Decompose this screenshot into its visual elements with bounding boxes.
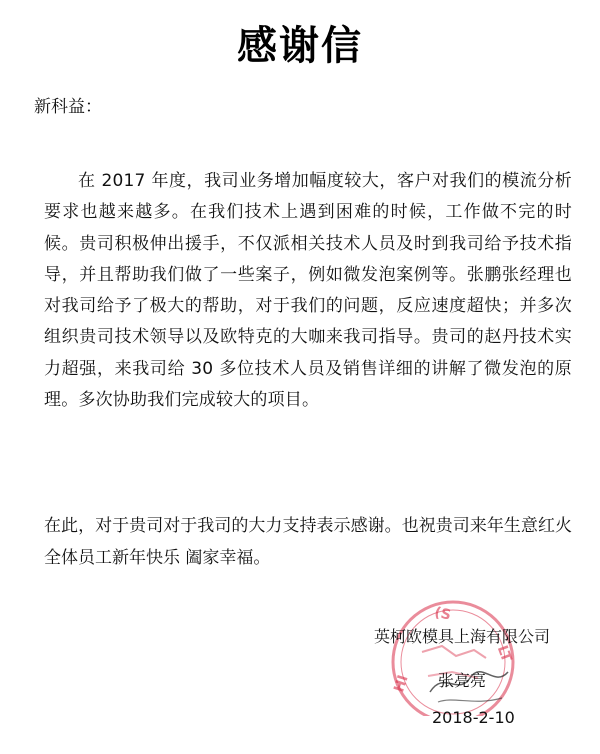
letter-body: 在 2017 年度，我司业务增加幅度较大，客户对我们的模流分析要求也越来越多。在我们技术上遇到困难的时候，工作做不完的时候。贵司积极伸出援手，不仅派相关技术人员及时到我司给予技术指导，并且帮助我们做了一些案子，例如微发泡案例等。张鹏张经理也对我司给予了极大的帮助，对于我们的问题，反应速度超快；并多次组织贵司技术领导以及欧特克的大咖来我司指导。贵司的赵丹技术实力超强，来我司给 30 多位技术人员及销售详细的讲解了微发泡的原理。多次协助我们完成较大的项目。 <box>44 171 572 411</box>
letter-closing: 在此，对于贵司对于我司的大力支持表示感谢。也祝贵司来年生意红火 全体员工新年快乐 阖家幸福。 <box>44 516 572 568</box>
signer-name: 张亮亮 <box>438 671 487 690</box>
letter-date: 2018-2-10 <box>432 708 515 727</box>
seal-text-right: LT <box>493 643 515 665</box>
company-name: 英柯欧模具上海有限公司 <box>374 627 551 646</box>
salutation: 新科益： <box>34 97 102 117</box>
company-seal-stamp <box>382 596 524 716</box>
seal-text-top: (S <box>432 604 453 624</box>
letter-title: 感谢信 <box>237 23 363 69</box>
seal-text-left: HI <box>391 673 412 695</box>
